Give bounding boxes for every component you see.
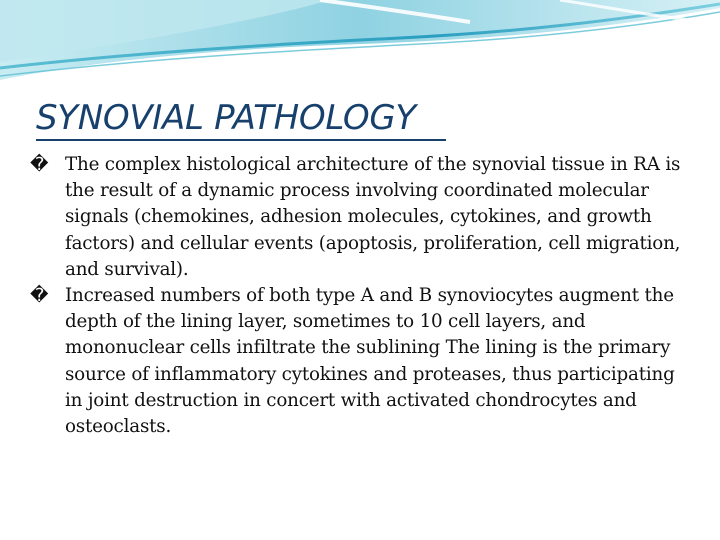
bullet-text: Increased numbers of both type A and B synoviocytes augment the depth of the lining layer, sometimes to 10 cell layers, and mononuclear cells infiltrate the sublining The lining is the primary source of inflammatory cytokines and proteases, thus participating in joint destruction in concert with activated chondrocytes and osteoclasts. [65, 285, 675, 438]
decorative-wave-banner [0, 0, 720, 90]
bullet-marker-icon: � [30, 154, 49, 175]
slide-title: SYNOVIAL PATHOLOGY [36, 98, 416, 138]
bullet-item [30, 283, 690, 440]
bullet-item [30, 152, 690, 283]
bullet-marker-icon: � [30, 285, 49, 307]
bullet-list [30, 152, 690, 440]
title-underline [36, 139, 446, 141]
bullet-text: The complex histological architecture of the synovial tissue in RA is the result of a dynamic process involving coordinated molecular signals (chemokines, adhesion molecules, cytokines, and growth factors) and cellular events (apoptosis, proliferation, cell migration, and survival). [65, 154, 681, 280]
